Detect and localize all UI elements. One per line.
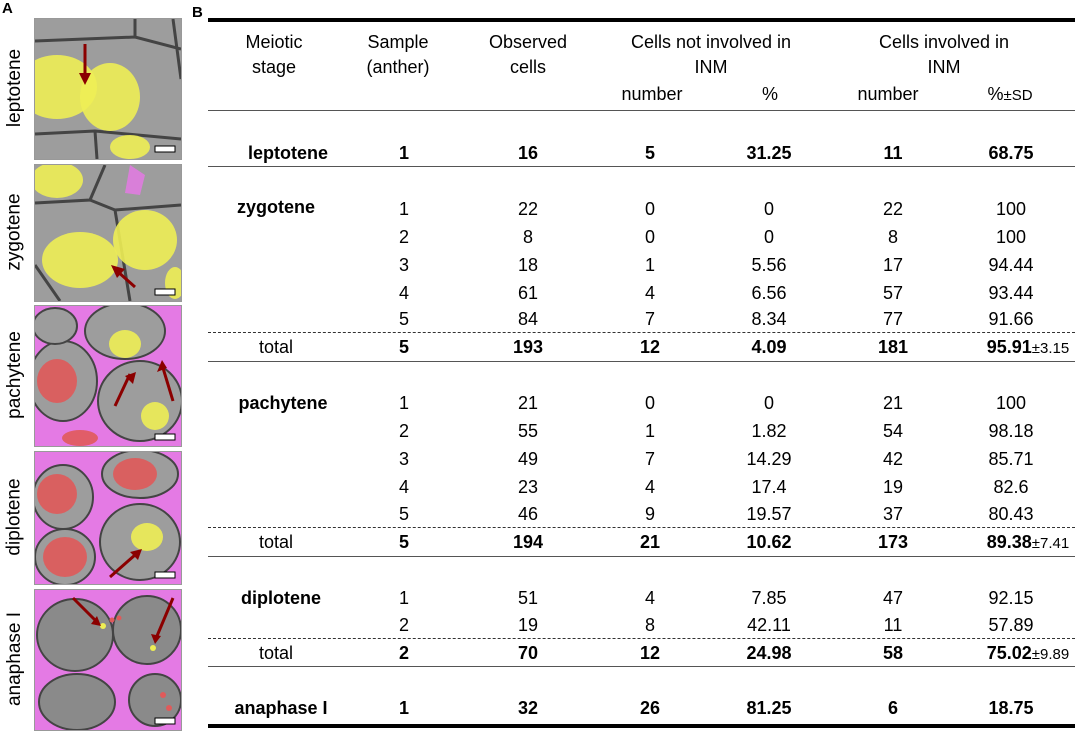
- cell-pachytene-3-inv-pct: 85.71: [988, 449, 1034, 469]
- cell-pachytene-4-sample: 4: [398, 477, 410, 497]
- cell-zygotene-3-inv-pct: 94.44: [988, 255, 1034, 275]
- micrograph-diplotene: [34, 451, 182, 585]
- cell-zygotene-total-inv-num: 181: [877, 337, 909, 357]
- cell-zygotene-1-not-num: 0: [644, 199, 656, 219]
- cell-zygotene-2-inv-pct: 100: [995, 227, 1027, 247]
- cell-zygotene-4-inv-pct: 93.44: [988, 283, 1034, 303]
- header-cells-not-involved: Cells not involved in INM: [630, 32, 792, 77]
- cell-zygotene-5-inv-pct: 91.66: [988, 309, 1034, 329]
- micrograph-zygotene: [34, 164, 182, 302]
- cell-pachytene-total-sd: ±7.41: [1031, 535, 1070, 552]
- cell-zygotene-4-observed: 61: [517, 283, 539, 303]
- cell-leptotene-not-pct: 31.25: [746, 143, 792, 163]
- cell-zygotene-2-sample: 2: [398, 227, 410, 247]
- header-involved-percent-sd: %±SD: [987, 84, 1033, 104]
- cell-zygotene-5-observed: 84: [517, 309, 539, 329]
- cell-pachytene-4-inv-num: 19: [882, 477, 904, 497]
- cell-pachytene-total-inv-pct: 89.38±7.41: [986, 532, 1070, 552]
- header-not-involved-percent: %: [761, 84, 779, 104]
- cell-diplotene-2-not-pct: 42.11: [747, 615, 791, 635]
- cell-anaphase-sample: 1: [398, 698, 410, 718]
- cell-zygotene-total-label: total: [258, 337, 294, 357]
- cell-diplotene-2-observed: 19: [517, 615, 539, 635]
- cell-pachytene-total-observed: 194: [512, 532, 544, 552]
- cell-diplotene-1-not-num: 4: [644, 588, 656, 608]
- rule-after-leptotene: [208, 166, 1075, 167]
- header-meiotic-stage: Meiotic stage: [245, 32, 303, 77]
- cell-zygotene-2-not-num: 0: [644, 227, 656, 247]
- header-cells-involved: Cells involved in INM: [878, 32, 1010, 77]
- cell-diplotene-2-inv-num: 11: [883, 615, 903, 635]
- cell-pachytene-2-observed: 55: [517, 421, 539, 441]
- stage-diplotene: diplotene: [241, 588, 321, 608]
- cell-zygotene-5-not-num: 7: [644, 309, 656, 329]
- cell-zygotene-total-observed: 193: [512, 337, 544, 357]
- table-top-rule: [208, 18, 1075, 22]
- stage-leptotene: leptotene: [247, 143, 329, 163]
- dashed-rule-pachytene: [208, 527, 1075, 528]
- cell-pachytene-total-not-num: 21: [639, 532, 661, 552]
- micrograph-anaphase: [34, 589, 182, 731]
- cell-diplotene-total-label: total: [258, 643, 294, 663]
- cell-pachytene-2-inv-pct: 98.18: [988, 421, 1034, 441]
- cell-diplotene-total-not-num: 12: [639, 643, 661, 663]
- cell-leptotene-inv-pct: 68.75: [988, 143, 1034, 163]
- stage-zygotene: zygotene: [236, 197, 316, 217]
- cell-zygotene-3-observed: 18: [517, 255, 539, 275]
- cell-pachytene-1-observed: 21: [517, 393, 539, 413]
- cell-zygotene-3-sample: 3: [398, 255, 410, 275]
- cell-diplotene-1-inv-num: 47: [882, 588, 904, 608]
- cell-diplotene-2-sample: 2: [398, 615, 410, 635]
- cell-pachytene-4-inv-pct: 82.6: [993, 477, 1029, 497]
- cell-zygotene-total-sd: ±3.15: [1031, 340, 1070, 357]
- cell-zygotene-5-sample: 5: [398, 309, 410, 329]
- cell-diplotene-total-inv-pct: 75.02±9.89: [986, 643, 1070, 663]
- cell-leptotene-not-num: 5: [644, 143, 656, 163]
- cell-zygotene-2-inv-num: 8: [887, 227, 899, 247]
- header-observed-cells: Observed cells: [488, 32, 568, 77]
- cell-pachytene-1-inv-pct: 100: [995, 393, 1027, 413]
- cell-anaphase-inv-num: 6: [887, 698, 899, 718]
- header-involved-number: number: [857, 84, 919, 104]
- cell-diplotene-total-inv-num: 58: [882, 643, 904, 663]
- cell-pachytene-1-inv-num: 21: [882, 393, 904, 413]
- cell-zygotene-total-inv-pct: 95.91±3.15: [986, 337, 1070, 357]
- cell-diplotene-2-inv-pct: 57.89: [988, 615, 1034, 635]
- cell-pachytene-5-not-pct: 19.57: [746, 504, 792, 524]
- cell-zygotene-5-inv-num: 77: [882, 309, 904, 329]
- micrograph-pachytene: [34, 305, 182, 447]
- cell-zygotene-total-not-pct: 4.09: [751, 337, 787, 357]
- cell-pachytene-1-sample: 1: [398, 393, 410, 413]
- cell-pachytene-2-not-num: 1: [644, 421, 656, 441]
- cell-zygotene-1-inv-num: 22: [882, 199, 904, 219]
- cell-diplotene-1-inv-pct: 92.15: [988, 588, 1034, 608]
- cell-pachytene-total-inv-num: 173: [877, 532, 909, 552]
- cell-pachytene-3-observed: 49: [517, 449, 539, 469]
- cell-pachytene-4-observed: 23: [517, 477, 539, 497]
- micrograph-label-zygotene: zygotene: [4, 193, 25, 271]
- stage-anaphase-i: anaphase I: [234, 698, 328, 718]
- cell-leptotene-observed: 16: [517, 143, 539, 163]
- cell-pachytene-4-not-num: 4: [644, 477, 656, 497]
- cell-zygotene-2-observed: 8: [522, 227, 534, 247]
- cell-zygotene-4-not-pct: 6.56: [751, 283, 787, 303]
- cell-diplotene-1-observed: 51: [517, 588, 539, 608]
- rule-after-zygotene: [208, 361, 1075, 362]
- cell-zygotene-2-not-pct: 0: [763, 227, 775, 247]
- cell-diplotene-total-sample: 2: [398, 643, 410, 663]
- cell-leptotene-sample: 1: [398, 143, 410, 163]
- cell-pachytene-1-not-num: 0: [644, 393, 656, 413]
- cell-pachytene-5-observed: 46: [517, 504, 539, 524]
- cell-pachytene-1-not-pct: 0: [763, 393, 775, 413]
- cell-zygotene-4-inv-num: 57: [882, 283, 904, 303]
- cell-pachytene-5-inv-pct: 80.43: [988, 504, 1034, 524]
- cell-pachytene-3-not-pct: 14.29: [746, 449, 792, 469]
- cell-zygotene-3-not-pct: 5.56: [751, 255, 787, 275]
- cell-zygotene-total-not-num: 12: [639, 337, 661, 357]
- cell-anaphase-observed: 32: [517, 698, 539, 718]
- cell-diplotene-total-not-pct: 24.98: [746, 643, 792, 663]
- cell-diplotene-2-not-num: 8: [644, 615, 656, 635]
- micrograph-leptotene: [34, 18, 182, 160]
- cell-diplotene-1-not-pct: 7.85: [751, 588, 787, 608]
- cell-anaphase-not-num: 26: [639, 698, 661, 718]
- dashed-rule-diplotene: [208, 638, 1075, 639]
- cell-pachytene-total-sample: 5: [398, 532, 410, 552]
- micrograph-label-pachytene: pachytene: [4, 331, 25, 419]
- cell-anaphase-not-pct: 81.25: [746, 698, 792, 718]
- cell-pachytene-5-not-num: 9: [644, 504, 656, 524]
- micrograph-label-anaphase: anaphase I: [4, 611, 25, 707]
- cell-pachytene-3-sample: 3: [398, 449, 410, 469]
- cell-zygotene-1-inv-pct: 100: [995, 199, 1027, 219]
- dashed-rule-zygotene: [208, 332, 1075, 333]
- cell-zygotene-5-not-pct: 8.34: [751, 309, 787, 329]
- cell-zygotene-1-not-pct: 0: [763, 199, 775, 219]
- cell-zygotene-4-sample: 4: [398, 283, 410, 303]
- rule-after-diplotene: [208, 666, 1075, 667]
- cell-pachytene-4-not-pct: 17.4: [751, 477, 787, 497]
- panel-label-b: B: [192, 4, 203, 21]
- cell-pachytene-total-label: total: [258, 532, 294, 552]
- header-not-involved-number: number: [621, 84, 683, 104]
- cell-pachytene-2-not-pct: 1.82: [751, 421, 787, 441]
- micrograph-label-diplotene: diplotene: [4, 478, 25, 556]
- cell-diplotene-total-observed: 70: [517, 643, 539, 663]
- cell-pachytene-2-sample: 2: [398, 421, 410, 441]
- cell-zygotene-4-not-num: 4: [644, 283, 656, 303]
- cell-zygotene-3-inv-num: 17: [882, 255, 904, 275]
- cell-pachytene-5-inv-num: 37: [882, 504, 904, 524]
- rule-after-pachytene: [208, 556, 1075, 557]
- stage-pachytene: pachytene: [238, 393, 328, 413]
- cell-pachytene-2-inv-num: 54: [882, 421, 904, 441]
- cell-zygotene-3-not-num: 1: [644, 255, 656, 275]
- cell-pachytene-5-sample: 5: [398, 504, 410, 524]
- micrograph-label-leptotene: leptotene: [4, 48, 25, 128]
- cell-anaphase-inv-pct: 18.75: [988, 698, 1034, 718]
- panel-label-a: A: [2, 0, 13, 17]
- cell-diplotene-1-sample: 1: [398, 588, 410, 608]
- header-rule: [208, 110, 1075, 111]
- cell-zygotene-1-observed: 22: [517, 199, 539, 219]
- cell-pachytene-3-not-num: 7: [644, 449, 656, 469]
- cell-leptotene-inv-num: 11: [883, 143, 903, 163]
- table-bottom-rule: [208, 724, 1075, 728]
- cell-pachytene-3-inv-num: 42: [882, 449, 904, 469]
- header-sample: Sample (anther): [366, 32, 430, 77]
- cell-zygotene-total-sample: 5: [398, 337, 410, 357]
- cell-pachytene-total-not-pct: 10.62: [746, 532, 792, 552]
- cell-diplotene-total-sd: ±9.89: [1031, 646, 1070, 663]
- cell-zygotene-1-sample: 1: [398, 199, 410, 219]
